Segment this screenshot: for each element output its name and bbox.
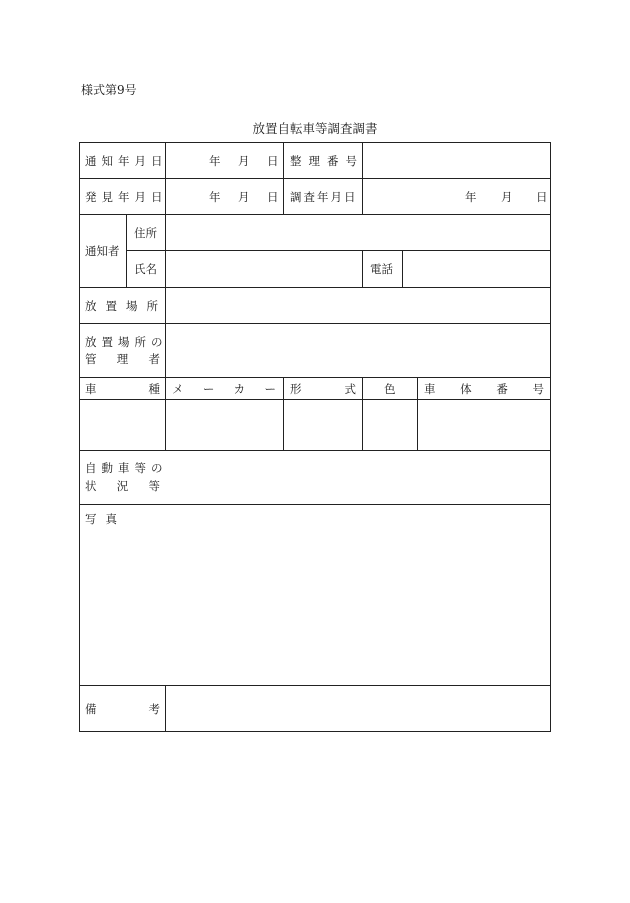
photo-label: 写真 <box>85 512 126 526</box>
maker-char-1: メ <box>172 382 184 396</box>
col-line <box>417 377 418 450</box>
notifier-label: 通知者 <box>85 244 120 258</box>
model-label <box>290 382 356 396</box>
manager-label-line2 <box>85 352 160 366</box>
remarks-field[interactable] <box>167 686 548 730</box>
model-field[interactable] <box>285 400 361 449</box>
col-line <box>165 214 166 287</box>
remarks-label <box>85 702 160 716</box>
address-field[interactable] <box>167 215 548 249</box>
model-char-2: 式 <box>344 382 356 396</box>
survey-day-unit: 日 <box>536 190 548 204</box>
address-label: 住所 <box>134 226 157 240</box>
vehicle-type-char-1: 車 <box>85 382 97 396</box>
vehicle-type-field[interactable] <box>81 400 164 449</box>
name-field[interactable] <box>167 251 361 286</box>
vehicle-type-char-2: 種 <box>148 382 160 396</box>
found-year-unit: 年 <box>209 190 221 204</box>
manager-char-3: 者 <box>148 352 160 366</box>
condition-label-line2 <box>85 479 160 493</box>
photo-area[interactable] <box>81 531 548 683</box>
maker-char-2: ー <box>202 382 215 396</box>
body-number-char-4: 号 <box>532 382 544 396</box>
manager-field[interactable] <box>167 324 548 376</box>
reg-number-label: 整理番号 <box>290 154 364 168</box>
col-line <box>402 250 403 287</box>
condition-field[interactable] <box>167 451 548 503</box>
condition-label-line1: 自動車等の <box>85 461 168 475</box>
col-line <box>283 143 284 214</box>
body-number-label <box>424 382 544 396</box>
body-number-char-1: 車 <box>424 382 436 396</box>
location-label: 放置場所 <box>85 299 167 313</box>
phone-field[interactable] <box>404 251 548 286</box>
manager-char-1: 管 <box>85 352 97 366</box>
manager-label-line1: 放置場所の <box>85 335 168 349</box>
name-label: 氏名 <box>134 262 157 276</box>
col-line <box>362 377 363 450</box>
color-field[interactable] <box>364 400 416 449</box>
remarks-char-2: 考 <box>148 702 160 716</box>
found-date-label: 発見年月日 <box>85 190 168 204</box>
document-title: 放置自転車等調査調書 <box>252 121 378 136</box>
notice-year-unit: 年 <box>209 154 221 168</box>
survey-date-label: 調査年月日 <box>290 190 358 204</box>
condition-char-2: 況 <box>116 479 129 493</box>
col-line <box>283 377 284 450</box>
location-field[interactable] <box>167 288 548 322</box>
remarks-char-1: 備 <box>85 702 97 716</box>
col-line <box>165 685 166 731</box>
col-line <box>126 214 127 287</box>
condition-char-1: 状 <box>85 479 97 493</box>
maker-label <box>172 382 276 396</box>
phone-label: 電話 <box>370 262 393 276</box>
model-char-1: 形 <box>290 382 302 396</box>
maker-char-3: カ <box>233 382 246 396</box>
row-line <box>80 178 550 179</box>
found-month-unit: 月 <box>238 190 250 204</box>
notice-date-label: 通知年月日 <box>85 154 168 168</box>
maker-char-4: ー <box>264 382 276 396</box>
notice-day-unit: 日 <box>267 154 279 168</box>
body-number-char-2: 体 <box>460 382 472 396</box>
col-line <box>362 250 363 287</box>
maker-field[interactable] <box>167 400 282 449</box>
color-label: 色 <box>384 382 396 396</box>
survey-month-unit: 月 <box>501 190 513 204</box>
row-line <box>80 377 550 378</box>
notice-month-unit: 月 <box>238 154 250 168</box>
body-number-char-3: 番 <box>496 382 508 396</box>
survey-form-table <box>79 142 551 732</box>
row-line <box>80 504 550 505</box>
form-number: 様式第9号 <box>81 83 137 97</box>
vehicle-type-label <box>85 382 160 396</box>
reg-number-field[interactable] <box>364 144 548 177</box>
manager-char-2: 理 <box>116 352 129 366</box>
survey-year-unit: 年 <box>465 190 477 204</box>
body-number-field[interactable] <box>419 400 548 449</box>
found-day-unit: 日 <box>267 190 279 204</box>
condition-char-3: 等 <box>148 479 160 493</box>
